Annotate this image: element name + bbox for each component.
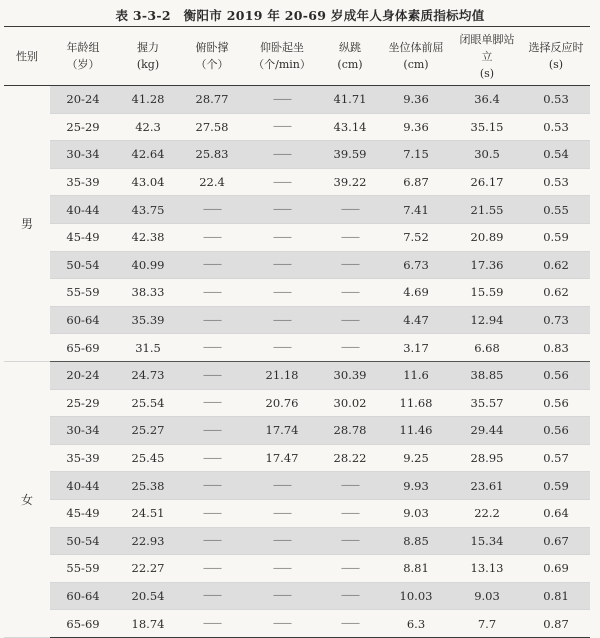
column-header-text: 立 — [481, 49, 493, 63]
value-cell: —— — [180, 610, 244, 638]
column-header — [320, 27, 380, 86]
value-cell: 0.87 — [522, 610, 590, 638]
value-cell: —— — [320, 251, 380, 279]
value-cell: —— — [180, 417, 244, 445]
table-row — [4, 279, 590, 307]
value-cell: 8.81 — [380, 555, 452, 583]
value-cell: 21.55 — [452, 196, 522, 224]
value-cell: 22.4 — [180, 168, 244, 196]
age-group-cell: 20-24 — [50, 361, 116, 389]
value-cell: 43.14 — [320, 113, 380, 141]
table-row — [4, 527, 590, 555]
value-cell: 13.13 — [452, 555, 522, 583]
value-cell: 20.89 — [452, 223, 522, 251]
age-group-cell: 25-29 — [50, 389, 116, 417]
value-cell: 25.83 — [180, 141, 244, 169]
age-group-cell: 60-64 — [50, 582, 116, 610]
table-row — [4, 113, 590, 141]
value-cell: 6.87 — [380, 168, 452, 196]
value-cell: 6.3 — [380, 610, 452, 638]
age-group-cell: 30-34 — [50, 141, 116, 169]
value-cell: —— — [320, 555, 380, 583]
table-row — [4, 251, 590, 279]
column-header-text: (s) — [548, 58, 564, 71]
value-cell: 0.56 — [522, 417, 590, 445]
value-cell: 28.77 — [180, 86, 244, 114]
value-cell: 7.41 — [380, 196, 452, 224]
column-header-text: 俯卧撑 — [195, 41, 229, 54]
value-cell: —— — [244, 582, 320, 610]
column-header-text: (kg) — [136, 58, 160, 71]
value-cell: 17.74 — [244, 417, 320, 445]
value-cell: 42.3 — [116, 113, 180, 141]
value-cell: 42.38 — [116, 223, 180, 251]
table-row — [4, 555, 590, 583]
value-cell: 0.57 — [522, 444, 590, 472]
value-cell: —— — [180, 555, 244, 583]
value-cell: 38.85 — [452, 361, 522, 389]
value-cell: 0.67 — [522, 527, 590, 555]
column-header — [452, 27, 522, 86]
value-cell: —— — [180, 306, 244, 334]
value-cell: —— — [244, 334, 320, 362]
value-cell: —— — [180, 223, 244, 251]
value-cell: 11.6 — [380, 361, 452, 389]
value-cell: 6.68 — [452, 334, 522, 362]
value-cell: 20.76 — [244, 389, 320, 417]
table-row — [4, 306, 590, 334]
value-cell: 28.78 — [320, 417, 380, 445]
value-cell: —— — [320, 610, 380, 638]
column-header-text: 性别 — [16, 49, 38, 63]
value-cell: 0.54 — [522, 141, 590, 169]
column-header-text: 坐位体前屈 — [388, 41, 444, 54]
value-cell: —— — [244, 196, 320, 224]
table-row — [4, 417, 590, 445]
value-cell: 6.73 — [380, 251, 452, 279]
table-row — [4, 168, 590, 196]
value-cell: 10.03 — [380, 582, 452, 610]
value-cell: 0.83 — [522, 334, 590, 362]
value-cell: —— — [320, 527, 380, 555]
value-cell: 11.46 — [380, 417, 452, 445]
value-cell: —— — [180, 472, 244, 500]
value-cell: 25.38 — [116, 472, 180, 500]
value-cell: 38.33 — [116, 279, 180, 307]
value-cell: —— — [244, 251, 320, 279]
table-row — [4, 610, 590, 638]
value-cell: 9.25 — [380, 444, 452, 472]
table-row — [4, 472, 590, 500]
value-cell: 12.94 — [452, 306, 522, 334]
age-group-cell: 45-49 — [50, 223, 116, 251]
age-group-cell: 60-64 — [50, 306, 116, 334]
value-cell: 9.03 — [452, 582, 522, 610]
column-header — [244, 27, 320, 86]
value-cell: —— — [180, 196, 244, 224]
sex-cell: 女 — [4, 361, 50, 637]
value-cell: 3.17 — [380, 334, 452, 362]
age-group-cell: 40-44 — [50, 472, 116, 500]
value-cell: —— — [180, 527, 244, 555]
column-header-text: （个） — [195, 58, 229, 71]
value-cell: 0.59 — [522, 223, 590, 251]
column-header-text: 纵跳 — [339, 41, 361, 54]
value-cell: —— — [244, 86, 320, 114]
value-cell: 43.75 — [116, 196, 180, 224]
value-cell: 0.59 — [522, 472, 590, 500]
value-cell: —— — [244, 141, 320, 169]
value-cell: 26.17 — [452, 168, 522, 196]
value-cell: —— — [180, 389, 244, 417]
table-row — [4, 141, 590, 169]
value-cell: 15.59 — [452, 279, 522, 307]
age-group-cell: 55-59 — [50, 279, 116, 307]
value-cell: 25.54 — [116, 389, 180, 417]
sex-cell: 男 — [4, 86, 50, 362]
age-group-cell: 45-49 — [50, 499, 116, 527]
value-cell: 28.95 — [452, 444, 522, 472]
value-cell: 25.45 — [116, 444, 180, 472]
value-cell: 4.69 — [380, 279, 452, 307]
value-cell: 24.73 — [116, 361, 180, 389]
value-cell: 28.22 — [320, 444, 380, 472]
value-cell: 40.99 — [116, 251, 180, 279]
age-group-cell: 35-39 — [50, 444, 116, 472]
table-row — [4, 389, 590, 417]
table-row — [4, 196, 590, 224]
age-group-cell: 65-69 — [50, 334, 116, 362]
value-cell: —— — [244, 472, 320, 500]
value-cell: 7.7 — [452, 610, 522, 638]
value-cell: 22.27 — [116, 555, 180, 583]
value-cell: 23.61 — [452, 472, 522, 500]
value-cell: 39.22 — [320, 168, 380, 196]
value-cell: —— — [244, 555, 320, 583]
value-cell: 0.56 — [522, 361, 590, 389]
value-cell: 7.15 — [380, 141, 452, 169]
age-group-cell: 30-34 — [50, 417, 116, 445]
value-cell: 35.39 — [116, 306, 180, 334]
value-cell: 15.34 — [452, 527, 522, 555]
value-cell: —— — [244, 306, 320, 334]
value-cell: —— — [320, 223, 380, 251]
value-cell: 20.54 — [116, 582, 180, 610]
table-body — [4, 86, 590, 638]
column-header — [180, 27, 244, 86]
age-group-cell: 50-54 — [50, 527, 116, 555]
column-header-text: (cm) — [337, 58, 363, 71]
value-cell: 22.2 — [452, 499, 522, 527]
age-group-cell: 55-59 — [50, 555, 116, 583]
value-cell: 17.36 — [452, 251, 522, 279]
value-cell: 0.73 — [522, 306, 590, 334]
value-cell: 0.69 — [522, 555, 590, 583]
value-cell: —— — [180, 361, 244, 389]
value-cell: 0.55 — [522, 196, 590, 224]
value-cell: 11.68 — [380, 389, 452, 417]
value-cell: 4.47 — [380, 306, 452, 334]
value-cell: 18.74 — [116, 610, 180, 638]
value-cell: 30.5 — [452, 141, 522, 169]
value-cell: 41.71 — [320, 86, 380, 114]
column-header-text: (s) — [479, 66, 495, 80]
value-cell: —— — [180, 251, 244, 279]
value-cell: 27.58 — [180, 113, 244, 141]
value-cell: —— — [244, 223, 320, 251]
value-cell: 29.44 — [452, 417, 522, 445]
value-cell: —— — [180, 444, 244, 472]
column-header-text: 握力 — [137, 41, 159, 54]
value-cell: —— — [320, 334, 380, 362]
column-header — [4, 27, 50, 86]
value-cell: 39.59 — [320, 141, 380, 169]
value-cell: 31.5 — [116, 334, 180, 362]
table-row — [4, 444, 590, 472]
column-header-text: (cm) — [403, 58, 429, 71]
value-cell: 17.47 — [244, 444, 320, 472]
age-group-cell: 35-39 — [50, 168, 116, 196]
column-header — [522, 27, 590, 86]
column-header-text: （个/min） — [253, 58, 311, 71]
fitness-table — [4, 26, 590, 638]
column-header — [380, 27, 452, 86]
value-cell: 36.4 — [452, 86, 522, 114]
value-cell: 43.04 — [116, 168, 180, 196]
table-row — [4, 361, 590, 389]
value-cell: —— — [244, 527, 320, 555]
table-row — [4, 86, 590, 114]
value-cell: —— — [244, 168, 320, 196]
value-cell: —— — [244, 610, 320, 638]
age-group-cell: 40-44 — [50, 196, 116, 224]
value-cell: —— — [320, 499, 380, 527]
value-cell: 0.62 — [522, 251, 590, 279]
value-cell: 0.56 — [522, 389, 590, 417]
value-cell: —— — [320, 196, 380, 224]
value-cell: 0.62 — [522, 279, 590, 307]
column-header-text: 闭眼单脚站 — [459, 32, 515, 46]
column-header-text: 仰卧起坐 — [260, 41, 304, 54]
value-cell: 22.93 — [116, 527, 180, 555]
value-cell: 30.39 — [320, 361, 380, 389]
age-group-cell: 25-29 — [50, 113, 116, 141]
value-cell: 7.52 — [380, 223, 452, 251]
value-cell: 9.36 — [380, 113, 452, 141]
table-row — [4, 582, 590, 610]
value-cell: —— — [320, 306, 380, 334]
table-row — [4, 499, 590, 527]
value-cell: 41.28 — [116, 86, 180, 114]
value-cell: 0.53 — [522, 168, 590, 196]
table-title: 表 3-3-2 衡阳市 2019 年 20-69 岁成年人身体素质指标均值 — [115, 8, 485, 23]
value-cell: —— — [180, 279, 244, 307]
value-cell: —— — [244, 279, 320, 307]
age-group-cell: 65-69 — [50, 610, 116, 638]
column-header-text: 年龄组 — [66, 41, 100, 54]
value-cell: 24.51 — [116, 499, 180, 527]
value-cell: 8.85 — [380, 527, 452, 555]
value-cell: 0.64 — [522, 499, 590, 527]
age-group-cell: 20-24 — [50, 86, 116, 114]
value-cell: 9.03 — [380, 499, 452, 527]
header-row — [4, 27, 590, 86]
value-cell: 0.81 — [522, 582, 590, 610]
value-cell: 0.53 — [522, 113, 590, 141]
value-cell: —— — [320, 279, 380, 307]
value-cell: —— — [320, 582, 380, 610]
value-cell: 42.64 — [116, 141, 180, 169]
value-cell: 30.02 — [320, 389, 380, 417]
column-header — [116, 27, 180, 86]
value-cell: —— — [180, 582, 244, 610]
value-cell: —— — [320, 472, 380, 500]
value-cell: —— — [180, 499, 244, 527]
value-cell: 35.57 — [452, 389, 522, 417]
column-header-text: （岁） — [66, 58, 100, 71]
value-cell: —— — [244, 113, 320, 141]
value-cell: 25.27 — [116, 417, 180, 445]
column-header — [50, 27, 116, 86]
table-row — [4, 334, 590, 362]
value-cell: —— — [180, 334, 244, 362]
value-cell: 35.15 — [452, 113, 522, 141]
age-group-cell: 50-54 — [50, 251, 116, 279]
column-header-text: 选择反应时 — [528, 41, 584, 54]
value-cell: —— — [244, 499, 320, 527]
value-cell: 9.36 — [380, 86, 452, 114]
table-row — [4, 223, 590, 251]
value-cell: 0.53 — [522, 86, 590, 114]
value-cell: 21.18 — [244, 361, 320, 389]
value-cell: 9.93 — [380, 472, 452, 500]
